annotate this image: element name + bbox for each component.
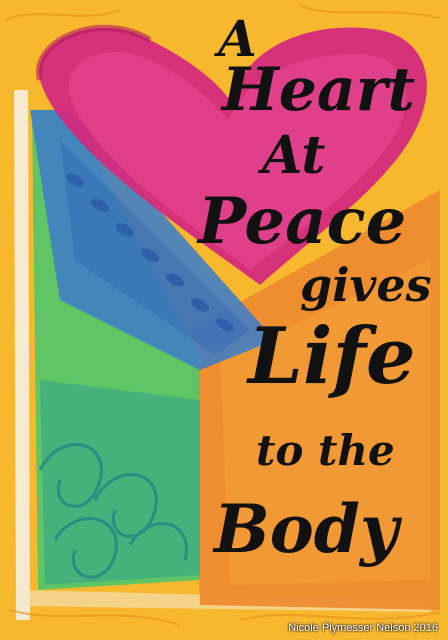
quote-word-at: At xyxy=(262,125,326,186)
quote-word-to-the: to the xyxy=(256,426,395,475)
quote-word-gives: gives xyxy=(300,258,432,312)
quote-word-peace: Peace xyxy=(198,184,407,259)
quote-word-a: A xyxy=(218,9,257,68)
artist-credit: Nicole Plymesser Nelson 2016 xyxy=(288,622,438,634)
quote-word-heart: Heart xyxy=(222,55,416,125)
quote-word-life: Life xyxy=(248,311,416,402)
quote-word-body: Body xyxy=(214,490,399,568)
